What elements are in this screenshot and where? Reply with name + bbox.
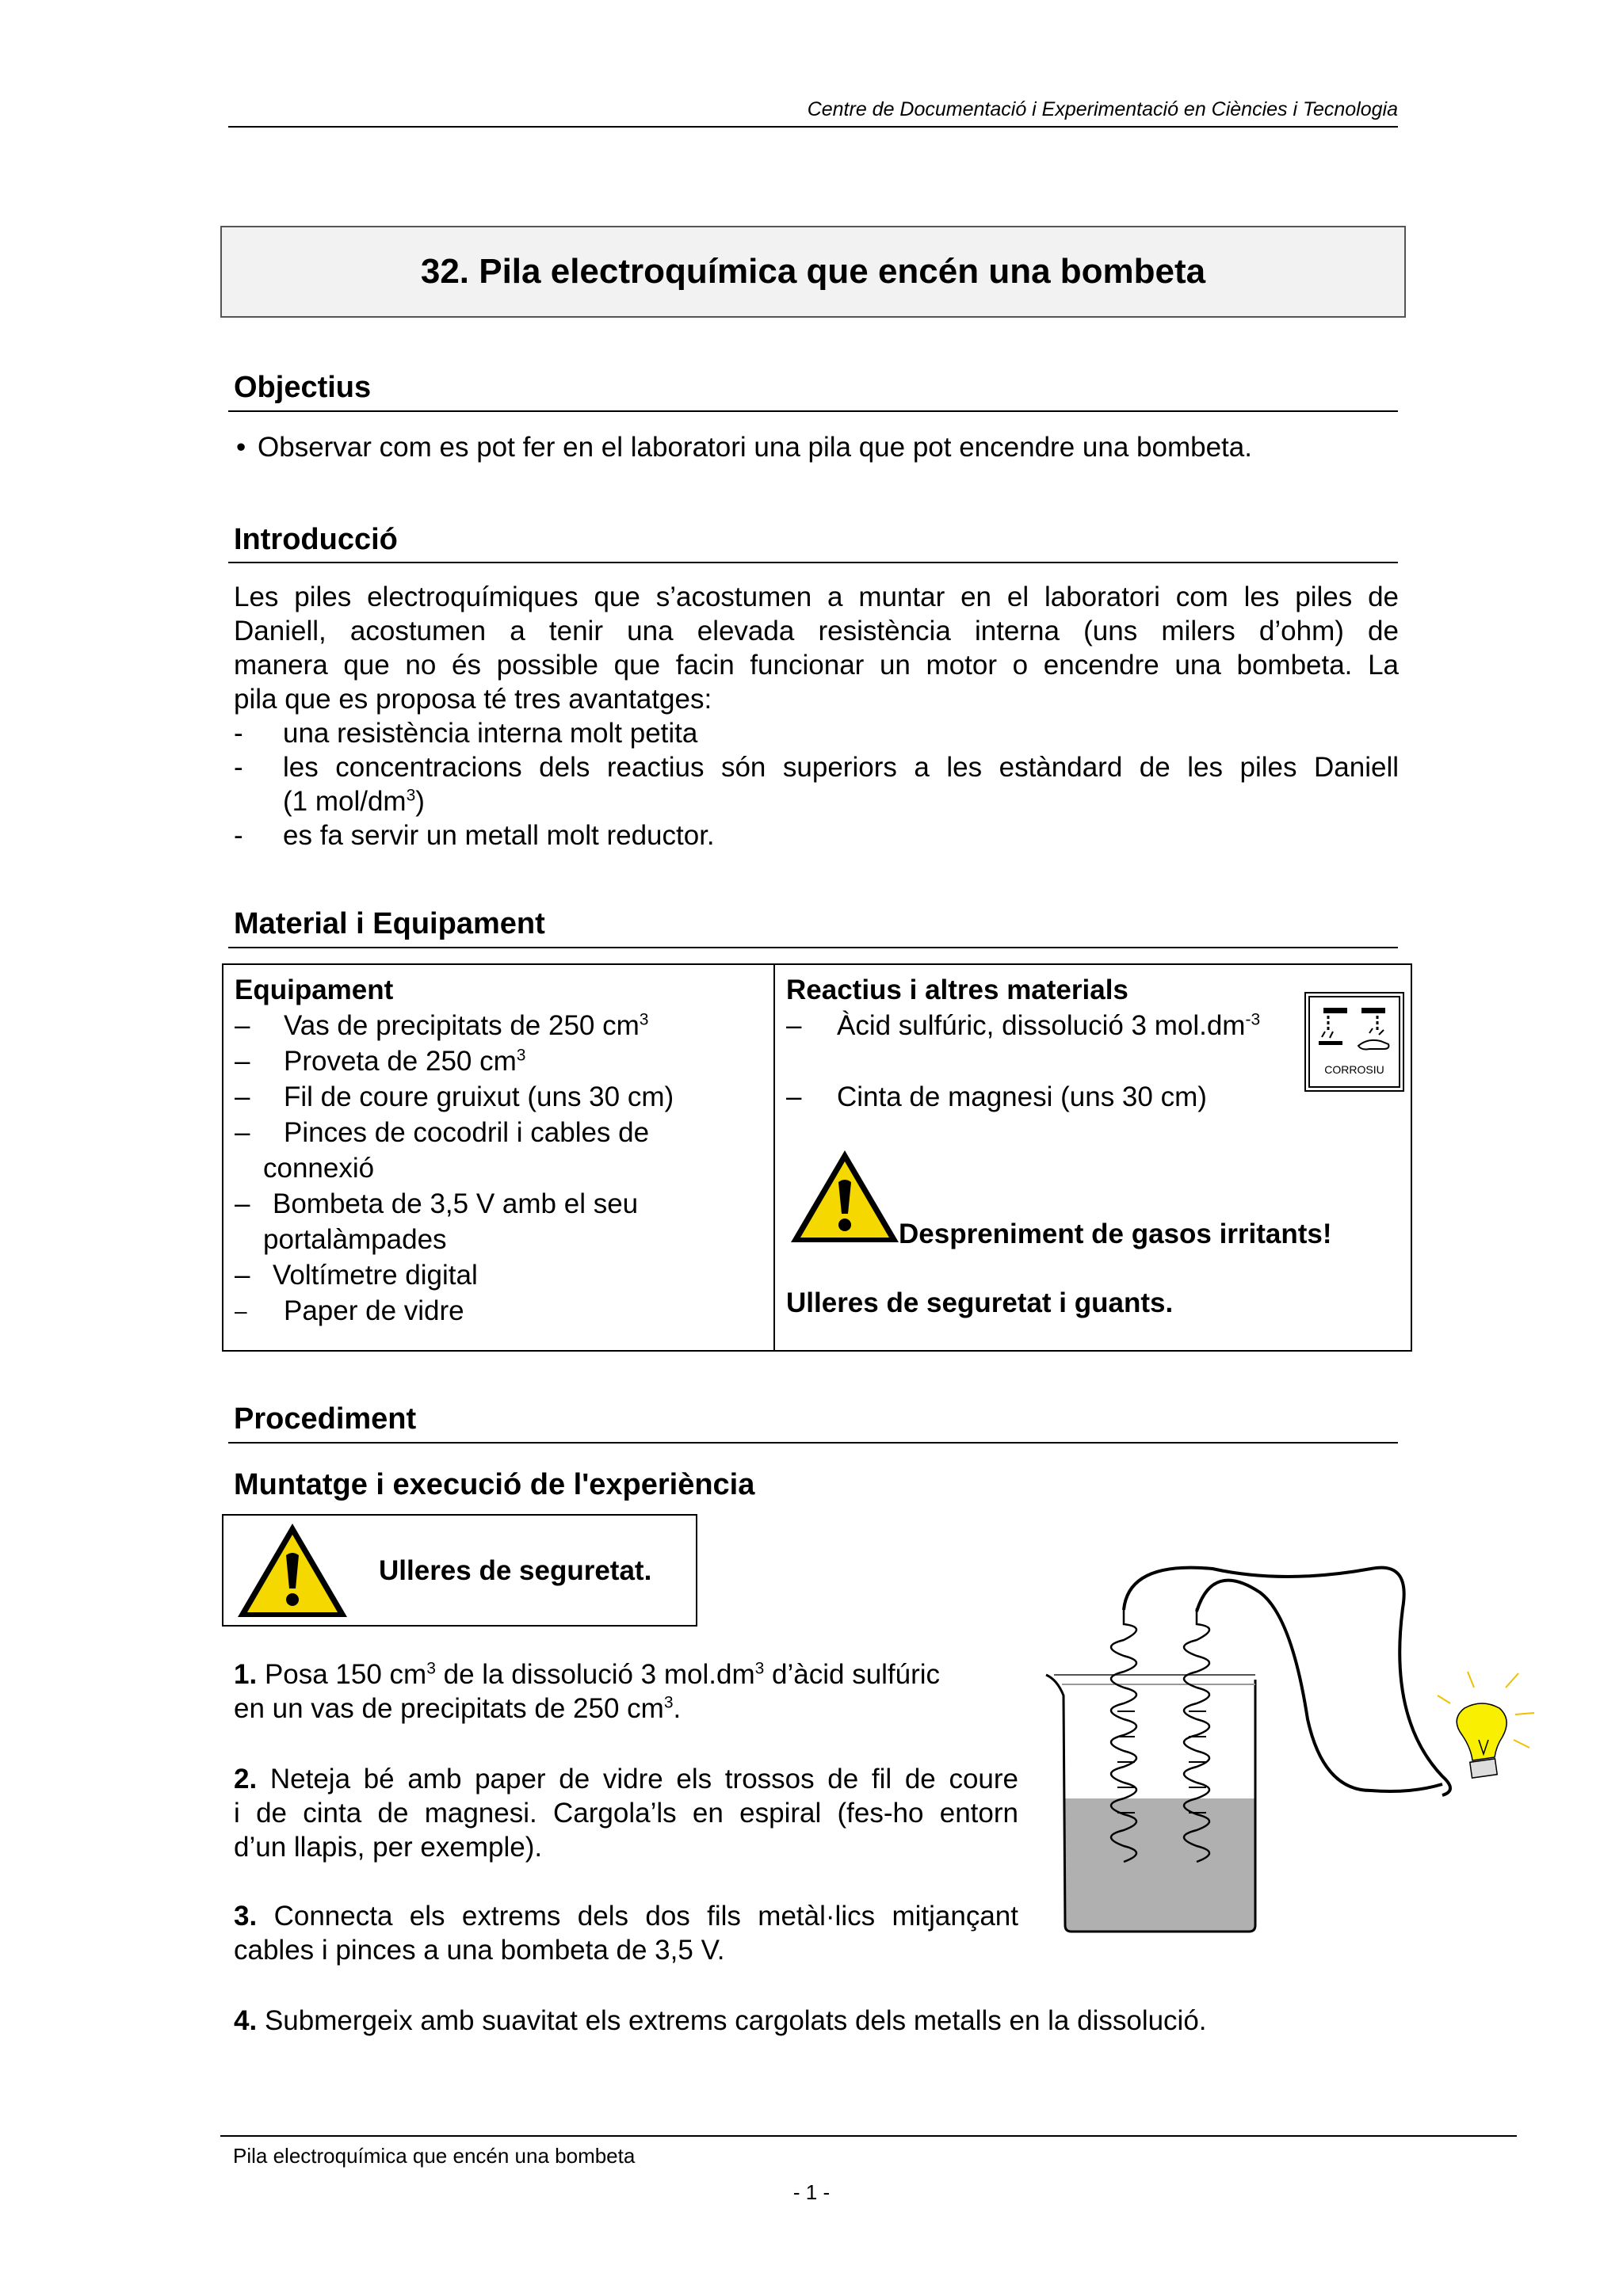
- objectius-rule: [228, 410, 1398, 412]
- footer-text: Pila electroquímica que encén una bombeta: [233, 2144, 636, 2168]
- intro-item-2-cont: [283, 784, 425, 818]
- equip-item-1-sup: 3: [639, 1010, 649, 1029]
- step-3-line-1: [234, 1899, 1018, 1933]
- step-1-text-a: Posa 150 cm: [264, 1659, 427, 1690]
- equip-item-2-sup: 3: [516, 1046, 526, 1065]
- header-rule: [228, 126, 1398, 128]
- table-divider: [773, 965, 775, 1350]
- title-box: [220, 226, 1406, 318]
- intro-dash-3: -: [234, 820, 243, 851]
- footer-rule: [220, 2135, 1517, 2137]
- step-1-sup-b: 3: [754, 1659, 765, 1678]
- wire-1: [1124, 1568, 1450, 1795]
- equip-dash-2: –: [235, 1046, 250, 1077]
- equip-dash-6: –: [235, 1260, 250, 1291]
- step-1-text-c: d’àcid sulfúric: [764, 1659, 941, 1690]
- step-3-line-2: cables i pinces a una bombeta de 3,5 V.: [234, 1935, 725, 1966]
- step-1-line-2-sup: 3: [663, 1693, 674, 1712]
- equip-item-1: [284, 1009, 648, 1043]
- step-1-line-1: [234, 1657, 1018, 1691]
- equip-dash-7: –: [235, 1299, 247, 1323]
- intro-item-1: una resistència interna molt petita: [283, 718, 698, 749]
- material-rule: [228, 947, 1398, 948]
- reactius-item-2: Cinta de magnesi (uns 30 cm): [837, 1081, 1207, 1112]
- step-3-num: 3.: [234, 1901, 258, 1932]
- beaker-circuit-illustration: [1030, 1561, 1537, 1941]
- objectius-heading: Objectius: [234, 371, 372, 404]
- intro-item-3: es fa servir un metall molt reductor.: [283, 820, 715, 851]
- intro-dash-2: -: [234, 752, 243, 783]
- step-1-sup-a: 3: [426, 1659, 436, 1678]
- step-3-line-1-text: Connecta els extrems dels dos fils metàl·lics mitjançant: [273, 1901, 1018, 1932]
- reactius-dash-1: –: [786, 1010, 802, 1041]
- equip-item-5: Bombeta de 3,5 V amb el seu: [273, 1188, 639, 1219]
- step-1-line-2-end: .: [673, 1693, 682, 1724]
- warning-triangle-icon: [235, 1520, 350, 1620]
- step-1-line-2-text: en un vas de precipitats de 250 cm: [234, 1693, 664, 1724]
- wire-2: [1197, 1581, 1442, 1791]
- intro-dash-1: -: [234, 718, 243, 749]
- reactius-heading: Reactius i altres materials: [786, 974, 1128, 1005]
- equip-dash-4: –: [235, 1117, 250, 1148]
- step-2-num: 2.: [234, 1764, 258, 1794]
- material-heading: Material i Equipament: [234, 907, 545, 940]
- procediment-rule: [228, 1442, 1398, 1444]
- equip-item-2-text: Proveta de 250 cm: [284, 1046, 517, 1077]
- page-title: 32. Pila electroquímica que encén una bombeta: [420, 252, 1206, 291]
- intro-item-2: les concentracions dels reactius són superiors a les estàndard de les piles Daniell: [283, 752, 1399, 783]
- step-1-text-b: de la dissolució 3 mol.dm: [435, 1659, 755, 1690]
- muntatge-heading: Muntatge i execució de l'experiència: [234, 1468, 755, 1501]
- reactius-dash-2: –: [786, 1081, 802, 1112]
- intro-line-2: Daniell, acostumen a tenir una elevada resistència interna (uns milers d’ohm) de: [234, 616, 1399, 646]
- step-4-line-1-text: Submergeix amb suavitat els extrems cargolats dels metalls en la dissolució.: [264, 2005, 1207, 2036]
- light-bulb-icon: [1438, 1672, 1534, 1778]
- warning-triangle-icon: [788, 1147, 902, 1245]
- reactius-item-1-sup: -3: [1245, 1010, 1261, 1029]
- gas-warning-text: Despreniment de gasos irritants!: [899, 1219, 1332, 1249]
- equip-dash-1: –: [235, 1010, 250, 1041]
- step-2-line-1-text: Neteja bé amb paper de vidre els trossos de fil de coure: [269, 1764, 1018, 1794]
- objectius-item: Observar com es pot fer en el laboratori una pila que pot encendre una bombeta.: [258, 432, 1252, 463]
- intro-item-2-cont-text: (1 mol/dm: [283, 786, 407, 817]
- corrosive-icon: [1304, 992, 1404, 1092]
- objectius-bullet: •: [236, 432, 246, 463]
- intro-item-2-sup: 3: [406, 786, 416, 805]
- step-4-line-1: [234, 2004, 1207, 2038]
- safety-gloves-text: Ulleres de seguretat i guants.: [786, 1287, 1174, 1318]
- acid-solution: [1065, 1798, 1255, 1932]
- procediment-heading: Procediment: [234, 1402, 417, 1436]
- equip-item-1-text: Vas de precipitats de 250 cm: [284, 1010, 640, 1041]
- reactius-item-1-text: Àcid sulfúric, dissolució 3 mol.dm: [837, 1010, 1246, 1041]
- equip-dash-3: –: [235, 1081, 250, 1112]
- equip-item-4-cont: connexió: [263, 1153, 375, 1184]
- equip-item-6: Voltímetre digital: [273, 1260, 478, 1291]
- reactius-item-1: [837, 1009, 1260, 1043]
- page-header: Centre de Documentació i Experimentació en Ciències i Tecnologia: [807, 98, 1398, 120]
- step-2-line-3: d’un llapis, per exemple).: [234, 1832, 543, 1863]
- equip-item-2: [284, 1044, 525, 1078]
- equip-item-7: Paper de vidre: [284, 1295, 464, 1326]
- step-4-num: 4.: [234, 2005, 258, 2036]
- equipament-heading: Equipament: [235, 974, 394, 1005]
- intro-line-4: pila que es proposa té tres avantatges:: [234, 684, 712, 715]
- page-number: - 1 -: [792, 2180, 831, 2204]
- intro-item-2-close: ): [415, 786, 425, 817]
- equip-dash-5: –: [235, 1188, 250, 1219]
- equip-item-5-cont: portalàmpades: [263, 1224, 447, 1255]
- step-1-line-2: [234, 1691, 681, 1726]
- equip-item-4: Pinces de cocodril i cables de: [284, 1117, 650, 1148]
- material-table: [222, 963, 1412, 1352]
- goggles-warning-text: Ulleres de seguretat.: [379, 1555, 652, 1586]
- step-1-num: 1.: [234, 1659, 258, 1690]
- goggles-warning-box: [222, 1514, 697, 1627]
- introduccio-heading: Introducció: [234, 523, 398, 556]
- equip-item-3: Fil de coure gruixut (uns 30 cm): [284, 1081, 674, 1112]
- intro-line-3: manera que no és possible que facin funcionar un motor o encendre una bombeta. La: [234, 650, 1399, 681]
- step-2-line-2: i de cinta de magnesi. Cargola’ls en espiral (fes-ho entorn: [234, 1798, 1018, 1829]
- introduccio-rule: [228, 562, 1398, 563]
- step-2-line-1: [234, 1762, 1018, 1796]
- intro-line-1: Les piles electroquímiques que s’acostumen a muntar en el laboratori com les piles de: [234, 582, 1399, 612]
- corrosiu-label: CORROSIU: [1324, 1063, 1384, 1076]
